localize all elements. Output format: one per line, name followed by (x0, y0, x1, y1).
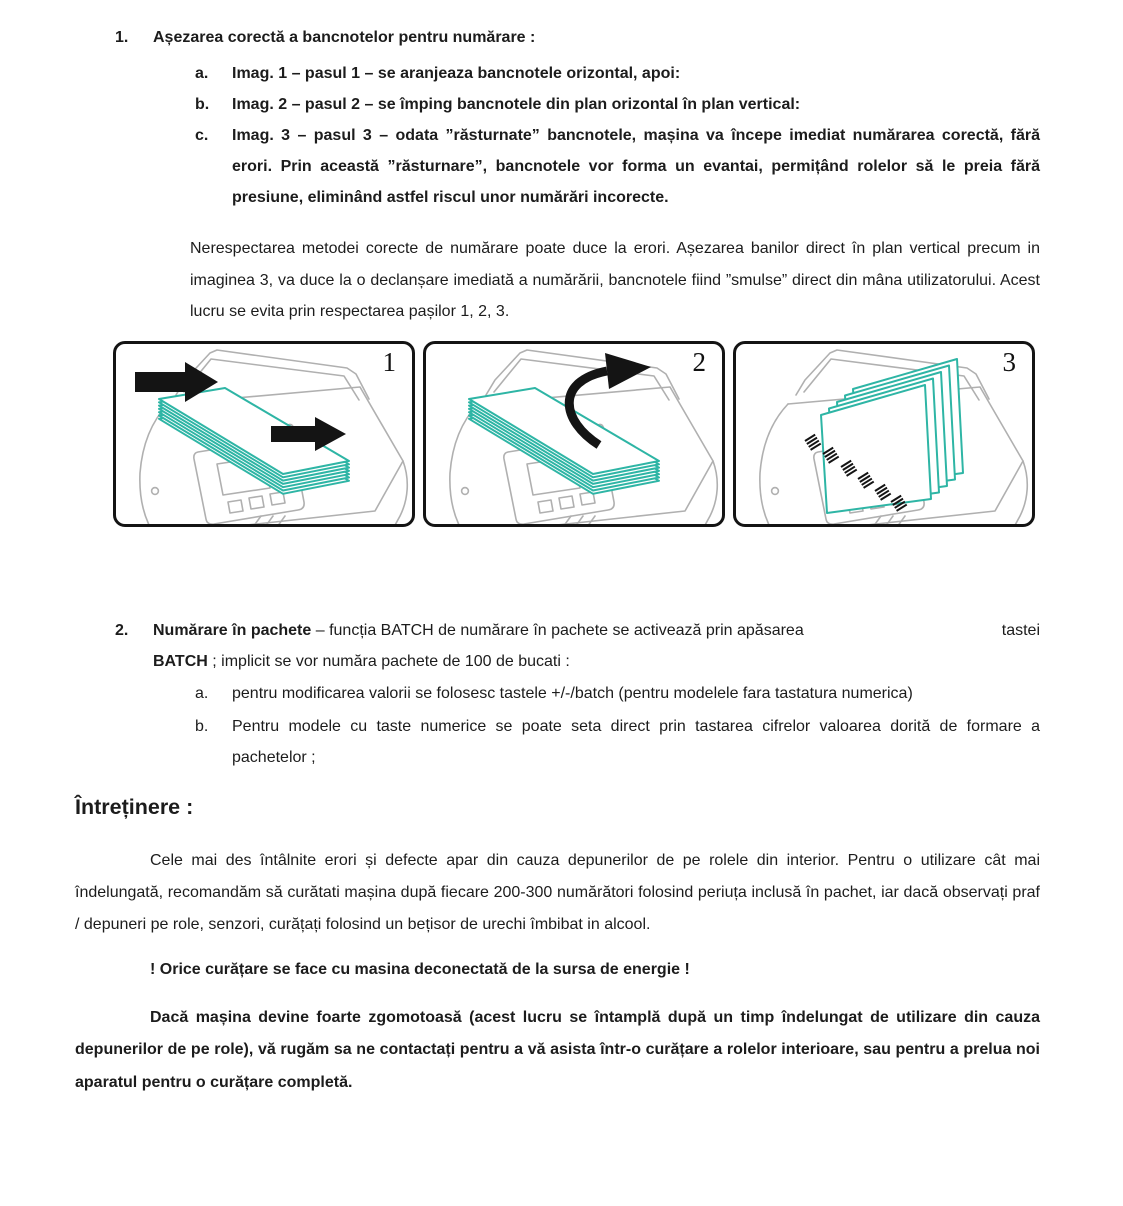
list-item-1a (195, 58, 1040, 89)
section-2-heading (115, 615, 1040, 646)
list-item-text: pentru modificarea valorii se folosesc tastele +/-/batch (pentru modelele fara tastatura numerica) (232, 684, 913, 702)
list-letter: a. (195, 684, 209, 702)
maintenance-heading: Întreținere : (75, 794, 194, 819)
machine-illustration (423, 341, 725, 527)
figure-label: 2 (692, 346, 706, 377)
section-2-subline-rest: ; implicit se vor număra pachete de 100 de bucati : (212, 652, 570, 670)
section-2-title-line (153, 615, 1040, 646)
section-1-items (75, 58, 1040, 213)
figure-step-2-flip (423, 341, 725, 527)
section-1-heading (115, 22, 1040, 53)
figure-label: 1 (382, 346, 396, 377)
section-2-items (75, 678, 1040, 773)
machine-illustration (733, 341, 1035, 527)
list-item-text: Imag. 2 – pasul 2 – se împing bancnotele din plan orizontal în plan vertical: (232, 96, 801, 113)
figure-label: 3 (1002, 346, 1016, 377)
section-1-paragraph: Nerespectarea metodei corecte de numărare poate duce la erori. Așezarea banilor direct în plan vertical precum in imaginea 3, va duce la o declanșare imediată a numărării, bancnotele fiind ”smulse” direct din mâna utilizatorului. Acest lucru se evita prin respectarea pașilor 1, 2, 3. (190, 240, 1040, 320)
list-item-text: Imag. 3 – pasul 3 – odata ”răsturnate” bancnotele, mașina va începe imediat numărarea corectă, fără erori. Prin această ”răsturnare”, bancnotele vor forma un evantai, permițând rolelor să le preia fără presiune, eliminând astfel riscul unor numărări incorecte. (232, 127, 1040, 206)
list-item-1c (195, 120, 1040, 213)
maintenance-paragraph: Cele mai des întâlnite erori și defecte apar din cauza depunerilor de pe rolele din interior. Pentru o utilizare cât mai îndelungată, recomandăm să curătati mașina după fiecare 200-300 numărători folosind periuța inclusă în pachet, iar dacă observați praf / depuneri pe role, senzori, curățați folosind un bețisor de urechi îmbibat in alcool. (75, 851, 1040, 933)
list-letter: b. (195, 717, 209, 735)
section-1-number: 1. (115, 29, 129, 46)
banknote-stack (469, 388, 659, 494)
machine-illustration (113, 341, 415, 527)
figures-row (113, 341, 1040, 527)
fanned-banknotes (821, 359, 963, 513)
maintenance-warning: ! Orice curățare se face cu masina deconectată de la sursa de energie ! (150, 960, 690, 978)
section-2-title-tabword: tastei (1001, 621, 1040, 639)
list-item-1b (195, 89, 1040, 120)
batch-keyword: BATCH (153, 652, 208, 670)
section-1-title: Așezarea corectă a bancnotelor pentru numărare : (153, 29, 536, 46)
list-item-text: Imag. 1 – pasul 1 – se aranjeaza bancnotele orizontal, apoi: (232, 65, 681, 82)
figure-step-3-vertical (733, 341, 1035, 527)
contact-paragraph: Dacă mașina devine foarte zgomotoasă (acest lucru se întamplă după un timp îndelungat de utilizare din cauza depunerilor de pe role), vă rugăm sa ne contactați pentru a vă asista într-o curățare a rolelor interioare, sau pentru a prelua noi aparatul pentru o curățare completă. (75, 1008, 1040, 1091)
list-letter: a. (195, 65, 209, 82)
figure-step-1-horizontal (113, 341, 415, 527)
list-letter: c. (195, 127, 209, 144)
list-item-text: Pentru modele cu taste numerice se poate seta direct prin tastarea cifrelor valoarea dorită de formare a pachetelor ; (232, 717, 1040, 766)
section-2-number: 2. (115, 621, 129, 639)
section-2-subline (153, 646, 1040, 677)
section-2-title-rest: – funcția BATCH de numărare în pachete se activează prin apăsarea (315, 621, 804, 639)
section-2-title (153, 615, 804, 646)
section-2-title-bold: Numărare în pachete (153, 621, 312, 639)
list-letter: b. (195, 96, 210, 113)
list-item-2a (195, 678, 1040, 709)
list-item-2b (195, 711, 1040, 773)
